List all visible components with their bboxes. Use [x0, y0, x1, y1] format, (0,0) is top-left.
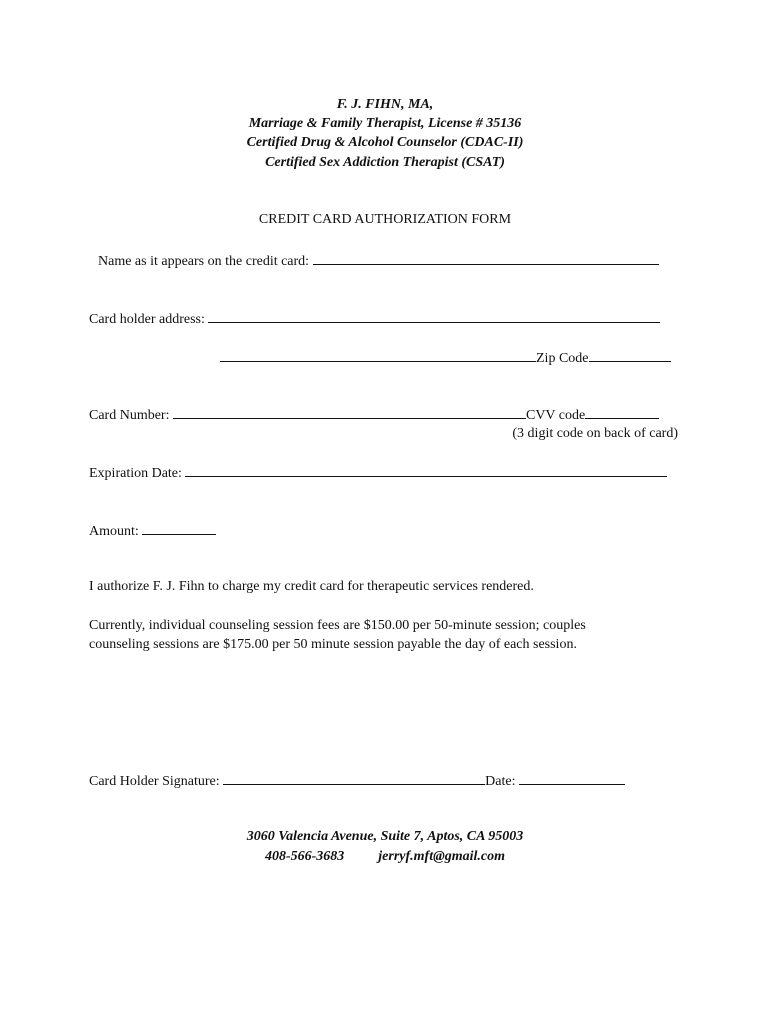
zip-field[interactable]	[589, 348, 671, 362]
signature-field[interactable]	[223, 771, 485, 785]
card-number-label: Card Number:	[89, 408, 170, 423]
fees-line-2: counseling sessions are $175.00 per 50 minute session payable the day of each session.	[89, 637, 577, 652]
expiration-label: Expiration Date:	[89, 466, 182, 481]
address-zip-row	[220, 348, 671, 366]
cvv-label: CVV code	[525, 408, 586, 423]
credential-csat: Certified Sex Addiction Therapist (CSAT)	[265, 155, 505, 170]
expiration-row	[89, 463, 667, 481]
form-title: CREDIT CARD AUTHORIZATION FORM	[258, 212, 512, 227]
practitioner-name: F. J. FIHN, MA,	[336, 97, 434, 112]
fees-line-1: Currently, individual counseling session fees are $150.00 per 50-minute session; couples	[89, 618, 586, 633]
expiration-field[interactable]	[185, 463, 667, 477]
address-row	[89, 309, 660, 327]
address-field[interactable]	[208, 309, 660, 323]
amount-row	[89, 521, 216, 539]
cvv-field[interactable]	[585, 405, 659, 419]
credential-license: Marriage & Family Therapist, License # 35136	[248, 116, 522, 131]
card-number-row	[89, 405, 659, 423]
authorization-statement: I authorize F. J. Fihn to charge my credit card for therapeutic services rendered.	[89, 579, 534, 594]
footer-phone: 408-566-3683	[264, 849, 345, 864]
address-line2-field[interactable]	[220, 348, 536, 362]
footer-address: 3060 Valencia Avenue, Suite 7, Aptos, CA 95003	[246, 829, 524, 844]
name-row	[98, 251, 659, 269]
credential-cdac: Certified Drug & Alcohol Counselor (CDAC-II)	[246, 135, 524, 150]
name-field[interactable]	[313, 251, 659, 265]
cvv-note: (3 digit code on back of card)	[512, 426, 678, 441]
footer-email: jerryf.mft@gmail.com	[378, 849, 506, 864]
signature-row	[89, 771, 625, 789]
address-label: Card holder address:	[89, 312, 205, 327]
zip-label: Zip Code	[536, 351, 589, 366]
name-label: Name as it appears on the credit card:	[98, 254, 310, 269]
amount-field[interactable]	[142, 521, 216, 535]
date-field[interactable]	[519, 771, 625, 785]
footer-contact	[0, 848, 770, 866]
signature-label: Card Holder Signature:	[89, 774, 220, 789]
card-number-field[interactable]	[173, 405, 526, 419]
amount-label: Amount:	[89, 524, 139, 539]
date-label: Date:	[485, 774, 516, 789]
